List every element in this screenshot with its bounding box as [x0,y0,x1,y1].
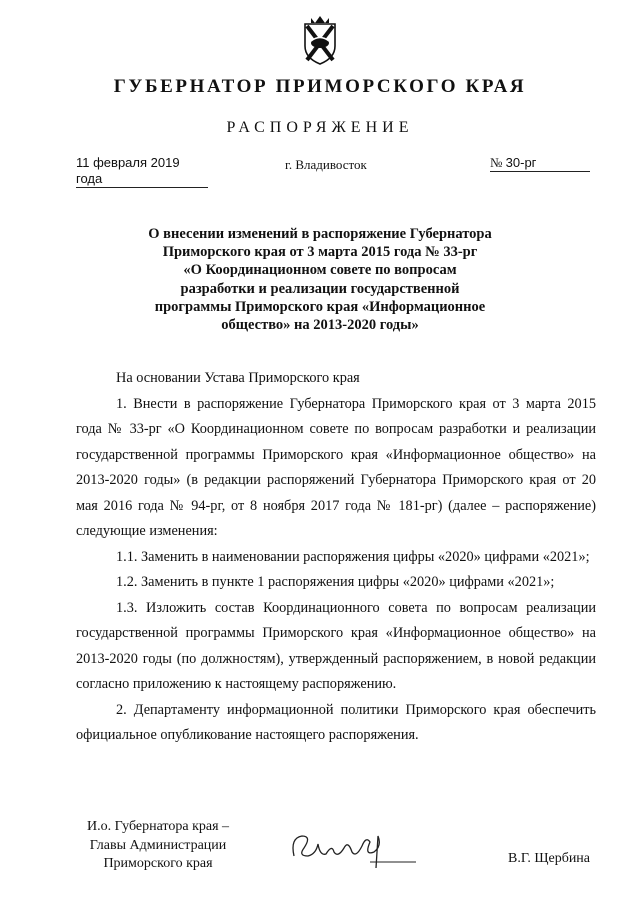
document-number [490,155,590,172]
position-line: Главы Администрации [89,837,227,853]
paragraph-item-2: 2. Департаменту информационной политики Приморского края обеспечить официальное опубликование настоящего распоряжения. [76,701,596,743]
paragraph-item-1-3: 1.3. Изложить состав Координационного совета по вопросам реализации государственной программы Приморского края «Информационное общество» на 2013-2020 годы (по должностям), утвержденный распоряжением, в новой редакции согласно приложению к настоящему распоряжению. [76,599,596,692]
document-city: г. Владивосток [285,157,367,172]
coat-of-arms-icon [299,10,341,66]
paragraph-item-1: 1. Внести в распоряжение Губернатора Приморского края от 3 марта 2015 года № 33-рг «О Координационном совете по вопросам разработки и реализации государственной программы Приморского края «Информационное общество» на 2013-2020 годы» (в редакции распоряжений Губернатора Приморского края от 20 мая 2016 года № 94-рг, от 8 ноября 2017 года № 181-рг) (далее – распоряжение) следующие изменения: [76,395,596,539]
paragraph-item-1-2: 1.2. Заменить в пункте 1 распоряжения цифры «2020» цифрами «2021»; [116,574,555,590]
paragraph-basis: На основании Устава Приморского края [116,370,360,386]
paragraph-item-1-1: 1.1. Заменить в наименовании распоряжения цифры «2020» цифрами «2021»; [116,548,590,565]
heading-line: Приморского края от 3 марта 2015 года № 33-рг [162,244,478,261]
signatory-position [70,818,246,874]
heading-line: «О Координационном совете по вопросам [183,262,457,279]
signatory-name: В.Г. Щербина [508,851,591,866]
handwritten-signature [286,826,418,872]
document-date: 11 февраля 2019 года [76,155,208,188]
heading-line: общество» на 2013-2020 годы» [221,317,419,334]
number-prefix: № [490,155,503,170]
document-type: РАСПОРЯЖЕНИЕ [226,119,414,136]
heading-line: О внесении изменений в распоряжение Губернатора [148,226,492,242]
heading-line: программы Приморского края «Информационное [154,298,486,315]
document-title: ГУБЕРНАТОР ПРИМОРСКОГО КРАЯ [113,76,527,97]
position-line: Приморского края [103,856,213,871]
heading-line: разработки и реализации государственной [180,280,460,297]
number-value: 30-рг [505,155,537,170]
position-line: И.о. Губернатора края – [86,819,230,834]
document-heading [120,225,520,334]
document-body [76,366,596,749]
